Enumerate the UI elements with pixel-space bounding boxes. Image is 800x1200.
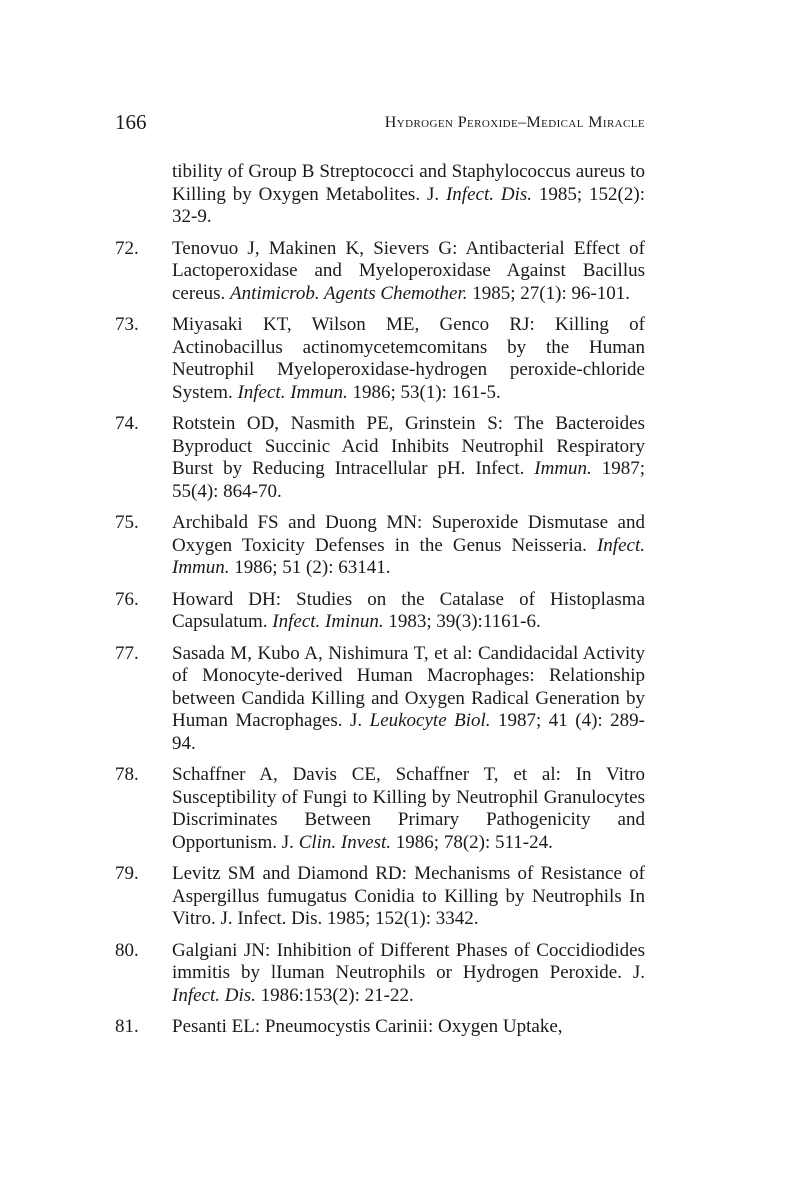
reference-item — [115, 238, 645, 306]
reference-text: Miyasaki KT, Wilson ME, Genco RJ: Killing of Actinobacillus actinomycetemcomitans by the Human Neutrophil Myeloperoxidase-hydrogen peroxide-chloride System. Infect. Immun. 1986; 53(1): 161-5. — [172, 314, 645, 403]
reference-text: Tenovuo J, Makinen K, Sievers G: Antibacterial Effect of Lactoperoxidase and Myeloperoxidase Against Bacillus cereus. Antimicrob. Agents Chemother. 1985; 27(1): 96-101. — [172, 237, 645, 304]
reference-item — [115, 764, 645, 854]
reference-number: 78. — [115, 764, 139, 785]
reference-number: 80. — [115, 939, 139, 961]
reference-item — [115, 589, 645, 634]
reference-number: 74. — [115, 413, 139, 434]
page-header — [115, 108, 645, 138]
reference-number: 73. — [115, 314, 139, 335]
reference-number: 72. — [115, 237, 139, 259]
reference-item — [115, 643, 645, 756]
reference-text: Galgiani JN: Inhibition of Different Phases of Coccidiodides immitis by lIuman Neutrophils or Hydrogen Peroxide. J. Infect. Dis. 1986:153(2): 21-22. — [172, 939, 645, 1006]
reference-text: Schaffner A, Davis CE, Schaffner T, et al: In Vitro Susceptibility of Fungi to Killing by Neutrophil Granulocytes Discriminates Between Primary Pathogenicity and Opportunism. J. Clin. Invest. 1986; 78(2): 511-24. — [172, 764, 645, 853]
reference-list — [115, 161, 645, 1048]
reference-item — [115, 314, 645, 404]
reference-item — [115, 161, 645, 229]
reference-text: Levitz SM and Diamond RD: Mechanisms of Resistance of Aspergillus fumugatus Conidia to Killing by Neutrophils In Vitro. J. Infect. Dis. 1985; 152(1): 3342. — [172, 863, 645, 929]
reference-text: Pesanti EL: Pneumocystis Carinii: Oxygen Uptake, — [172, 1016, 563, 1037]
reference-item — [115, 940, 645, 1008]
reference-number: 79. — [115, 863, 139, 884]
reference-number: 75. — [115, 512, 139, 533]
reference-text: Rotstein OD, Nasmith PE, Grinstein S: The Bacteroides Byproduct Succinic Acid Inhibits Neutrophil Respiratory Burst by Reducing Intracellular pH. Infect. Immun. 1987; 55(4): 864-70. — [172, 413, 645, 502]
reference-number: 76. — [115, 588, 139, 610]
reference-text: tibility of Group B Streptococci and Staphylococcus aureus to Killing by Oxygen Metabolites. J. Infect. Dis. 1985; 152(2): 32-9. — [172, 161, 645, 227]
reference-number: 77. — [115, 642, 139, 664]
running-head: Hydrogen Peroxide–Medical Miracle — [384, 114, 645, 131]
page-number: 166 — [115, 110, 147, 134]
reference-text: Howard DH: Studies on the Catalase of Histoplasma Capsulatum. Infect. Iminun. 1983; 39(3):1161-6. — [172, 588, 645, 632]
reference-text: Sasada M, Kubo A, Nishimura T, et al: Candidacidal Activity of Monocyte-derived Human Macrophages: Relationship between Candida Killing and Oxygen Radical Generation by Human Macrophages. J. Leukocyte Biol. 1987; 41 (4): 289-94. — [172, 642, 645, 754]
reference-item — [115, 512, 645, 580]
reference-item — [115, 863, 645, 931]
reference-number: 81. — [115, 1016, 139, 1037]
reference-item — [115, 413, 645, 503]
reference-item — [115, 1016, 645, 1039]
reference-text: Archibald FS and Duong MN: Superoxide Dismutase and Oxygen Toxicity Defenses in the Genus Neisseria. Infect. Immun. 1986; 51 (2): 63141. — [172, 512, 645, 578]
